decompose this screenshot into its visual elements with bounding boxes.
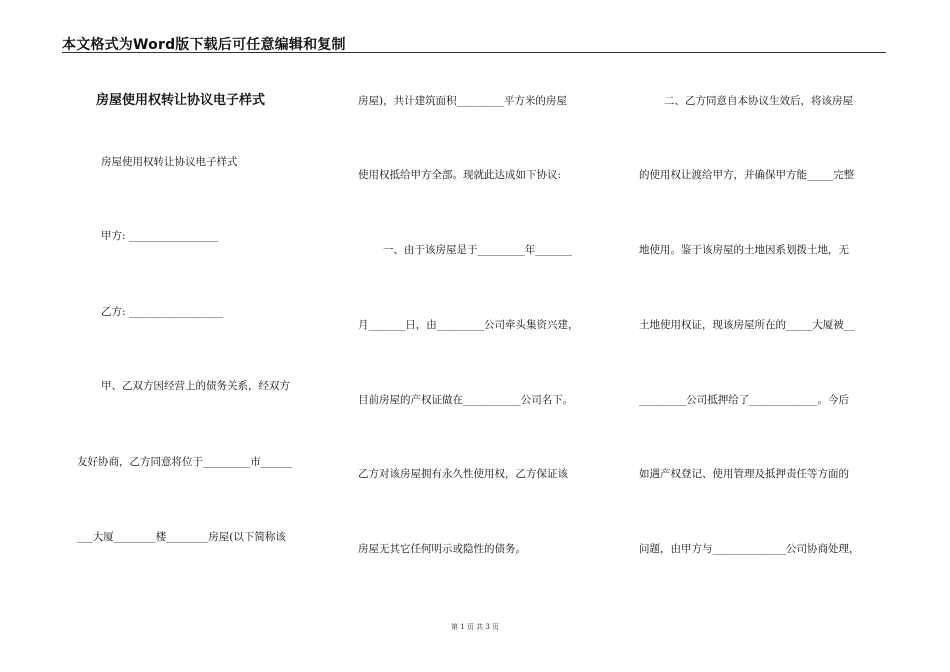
- col3-line-1: 二、乙方同意自本协议生效后，将该房屋: [664, 95, 853, 107]
- col1-line-1: 房屋使用权转让协议电子样式: [101, 156, 238, 168]
- col3-line-6: 如遇产权登记、使用管理及抵押责任等方面的: [639, 468, 849, 480]
- col1-line-6: ___大厦________楼________房屋(以下简称该: [77, 531, 286, 543]
- col2-line-4: 月_______日，由_________公司牵头集资兴建，: [358, 319, 579, 331]
- col1-line-2: 甲方: _________________: [101, 230, 219, 242]
- col3-line-5: _________公司抵押给了_____________。今后: [639, 394, 849, 406]
- col2-line-1: 房屋)，共计建筑面积_________平方米的房屋: [358, 95, 567, 107]
- col2-line-6: 乙方对该房屋拥有永久性使用权，乙方保证该: [358, 468, 568, 480]
- col2-line-2: 使用权抵给甲方全部。现就此达成如下协议:: [358, 169, 562, 181]
- col3-line-4: 土地使用权证，现该房屋所在的_____大厦被__: [639, 319, 855, 331]
- col2-line-3: 一、由于该房屋是于_________年_______: [383, 244, 572, 256]
- page-number: 第 1 页 共 3 页: [450, 623, 500, 631]
- col1-line-5: 友好协商，乙方同意将位于_________市______: [77, 456, 293, 468]
- col3-line-2: 的使用权让渡给甲方，并确保甲方能_____完整: [639, 169, 855, 181]
- col2-line-5: 目前房屋的产权证做在___________公司名下。: [358, 394, 574, 406]
- col3-line-3: 地使用。鉴于该房屋的土地因系划拨土地，无: [639, 244, 849, 256]
- document-title: 房屋使用权转让协议电子样式: [96, 93, 266, 108]
- download-banner: 本文格式为Word版下载后可任意编辑和复制: [62, 37, 346, 53]
- banner-divider: [62, 52, 886, 53]
- col3-line-7: 问题，由甲方与______________公司协商处理，: [639, 543, 860, 555]
- col1-line-4: 甲、乙双方因经营上的债务关系，经双方: [101, 380, 290, 392]
- col2-line-7: 房屋无其它任何明示或隐性的债务。: [358, 543, 526, 555]
- col1-line-3: 乙方: __________________: [101, 306, 224, 318]
